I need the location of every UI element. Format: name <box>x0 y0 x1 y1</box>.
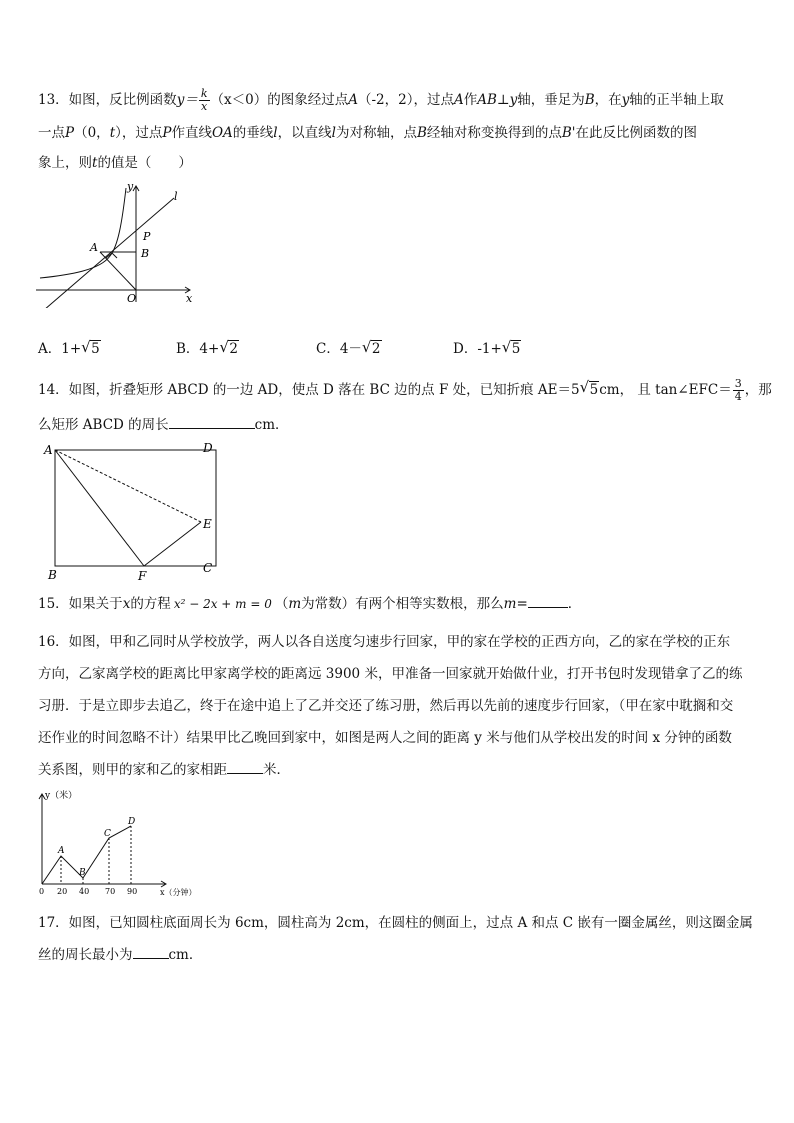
answer-blank[interactable] <box>528 595 568 608</box>
fig16-label-b: B <box>79 868 86 878</box>
q16-line-4: 还作业的时间忽略不计）结果甲比乙晚回到家中，如图是两人之间的距离 y 米与他们从学校出发的时间 x 分钟的函数 <box>38 730 732 746</box>
q16-line-2: 方向，乙家离学校的距离比甲家离学校的距离远 3900 米，甲准备一回家就开始做什业，打开书包时发现错拿了乙的练 <box>38 666 743 682</box>
fig16-xlabel: x（分钟） <box>160 888 197 897</box>
segment-oa <box>100 252 136 290</box>
line-l <box>44 198 174 308</box>
fig14-label-e: E <box>203 517 212 531</box>
q16-figure <box>30 786 220 898</box>
fig13-label-a: A <box>90 241 98 254</box>
q13-option-a[interactable]: A．1+ √ 5 <box>38 338 100 357</box>
fig16-tick-70: 70 <box>105 887 116 896</box>
q16-line-1: 16．如图，甲和乙同时从学校放学，两人以各自送度匀速步行回家，甲的家在学校的正西方向，乙的家在学校的正东 <box>38 634 731 650</box>
answer-blank[interactable] <box>133 946 169 959</box>
segment-af <box>55 450 144 566</box>
answer-blank[interactable] <box>169 416 255 429</box>
fig13-label-y: y <box>127 180 134 193</box>
distance-polyline <box>42 826 131 884</box>
q13-line-2: 一点P（0，t），过点P作直线OA的垂线l，以直线l为对称轴，点B经轴对称变换得到的点B'在此反比例函数的图 <box>38 125 698 141</box>
fig14-label-c: C <box>203 561 213 575</box>
fig16-tick-0: 0 <box>39 887 45 896</box>
equation: x² − 2x + m = 0 <box>173 597 272 611</box>
q16-line-3: 习册．于是立即步去追乙，终于在途中追上了乙并交还了练习册，然后再以先前的速度步行回家，（甲在家中耽搁和交 <box>38 698 734 714</box>
fraction-3-over-4: $\frac{3}{4}$ <box>734 377 742 403</box>
fraction-k-over-x: $\frac{k}{x}$ <box>200 87 208 113</box>
fold-line-ae <box>55 450 201 522</box>
q14-line-1: 14．如图，折叠矩形 ABCD 的一边 AD，使点 D 落在 BC 边的点 F 处，已知折痕 AE＝5 √ 5cm， 且 tan∠EFC＝ $\frac{3}{4}$ ，那 <box>38 377 772 403</box>
q13-option-c[interactable]: C．4－ √ 2 <box>316 338 381 357</box>
fig14-label-d: D <box>203 441 213 455</box>
q13-figure <box>30 178 200 308</box>
segment-fe <box>144 522 201 566</box>
fig13-label-o: O <box>127 292 137 305</box>
q16-line-5: 关系图，则甲的家和乙的家相距 米． <box>38 762 290 778</box>
fig16-label-c: C <box>104 829 111 839</box>
fig13-label-b: B <box>141 247 150 260</box>
q17-line-2: 丝的周长最小为 cm． <box>38 947 203 963</box>
fig14-label-f: F <box>138 569 147 583</box>
fig13-label-p: P <box>143 230 151 243</box>
fig16-tick-20: 20 <box>57 887 68 896</box>
fig14-label-b: B <box>48 568 57 582</box>
fig16-label-a: A <box>58 846 65 856</box>
q13-line-1: 13．如图，反比例函数y＝ $\frac{k}{x}$ （x＜0）的图象经过点A（-2，2），过点A作AB⊥y轴，垂足为B，在y轴的正半轴上取 <box>38 87 724 113</box>
hyperbola-curve <box>40 188 126 278</box>
q13-option-d[interactable]: D．-1+ √ 5 <box>453 338 521 357</box>
fig16-tick-40: 40 <box>79 887 90 896</box>
q14-figure <box>40 438 220 583</box>
q17-line-1: 17．如图，已知圆柱底面周长为 6cm，圆柱高为 2cm，在圆柱的侧面上，过点 A 和点 C 嵌有一圈金属丝，则这圈金属 <box>38 915 753 931</box>
q13-line-3: 象上，则t的值是（ ） <box>38 155 192 171</box>
q13-option-b[interactable]: B．4+ √ 2 <box>176 338 238 357</box>
fig16-ylabel: y（米） <box>45 791 78 801</box>
fig16-tick-90: 90 <box>127 887 138 896</box>
fig13-label-l: l <box>174 190 178 203</box>
fig14-label-a: A <box>44 443 53 457</box>
fig13-label-x: x <box>186 292 193 305</box>
answer-blank[interactable] <box>227 761 263 774</box>
rectangle-abcd <box>55 450 216 566</box>
fig16-label-d: D <box>128 817 136 827</box>
q15-line: 15．如果关于x的方程 x² − 2x + m = 0 （m为常数）有两个相等实数根，那么m= ． <box>38 596 582 612</box>
q14-line-2: 么矩形 ABCD 的周长 cm． <box>38 417 289 433</box>
